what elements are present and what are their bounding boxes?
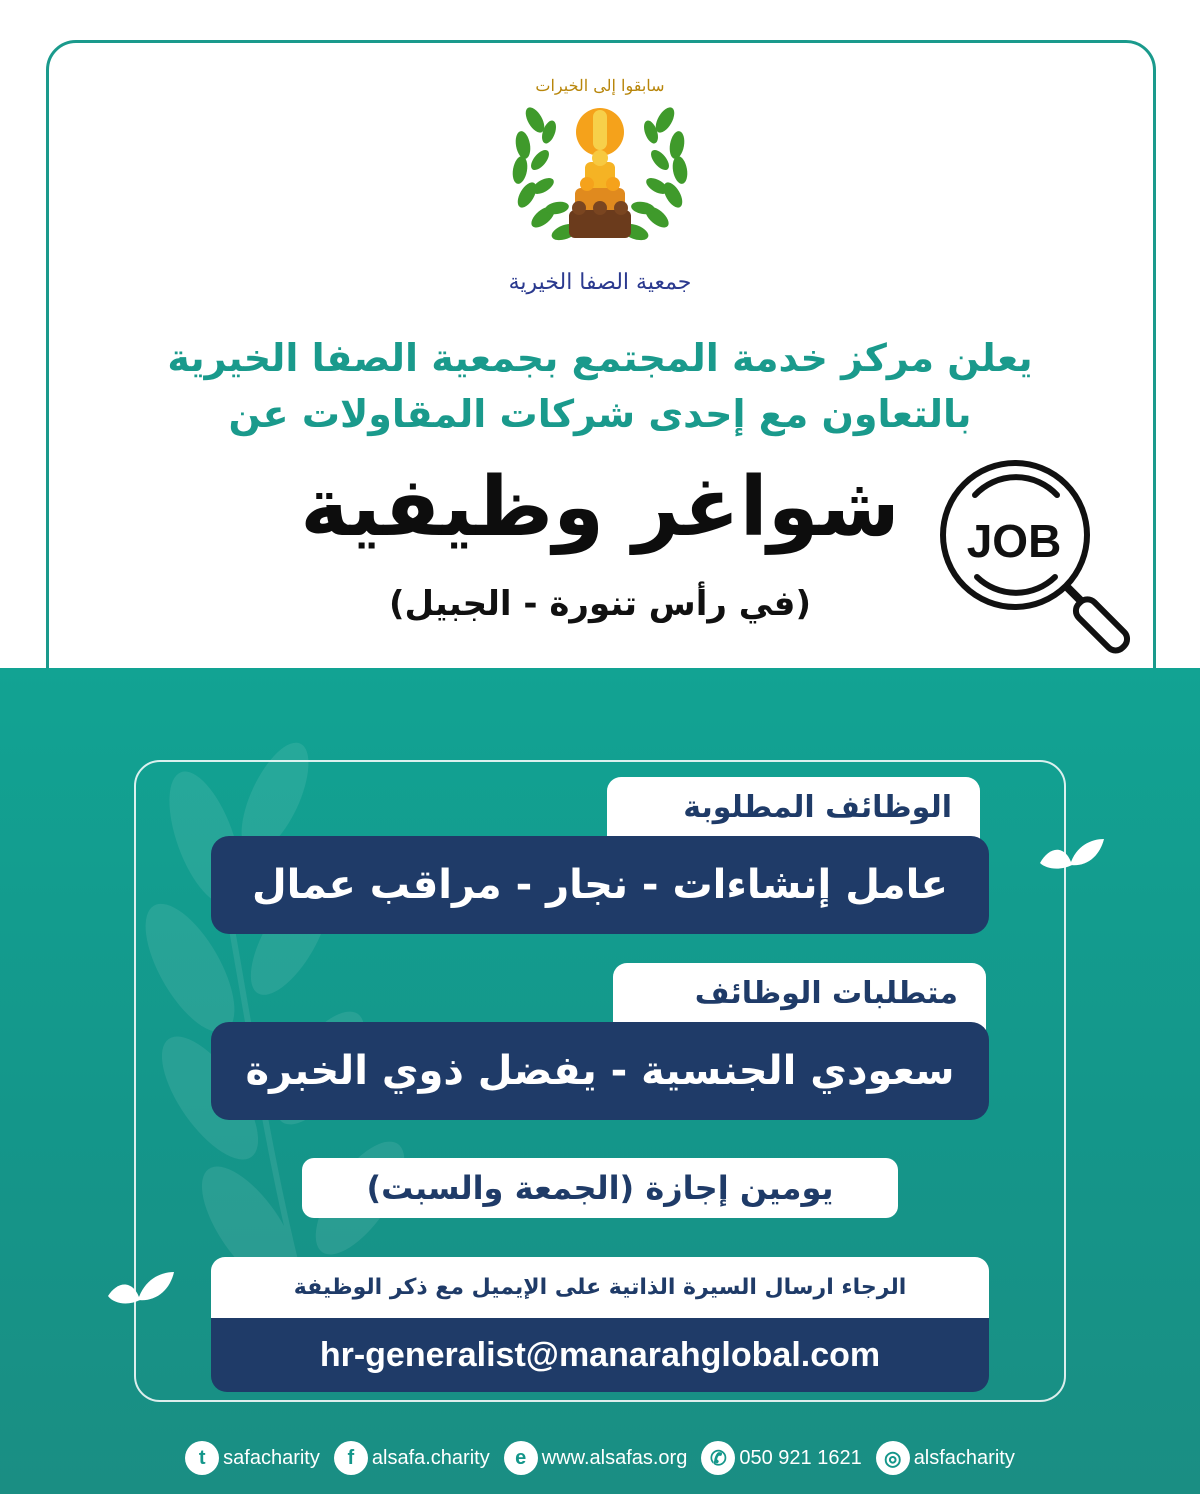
logo-org-name: جمعية الصفا الخيرية <box>508 270 692 295</box>
apply-instructions: الرجاء ارسال السيرة الذاتية على الإيميل مع ذكر الوظيفة <box>211 1257 989 1325</box>
instagram-handle: alsfacharity <box>913 1446 1015 1469</box>
leaf-icon <box>1036 835 1106 875</box>
facebook-handle: alsafa.charity <box>371 1446 490 1469</box>
requirements-text: سعودي الجنسية - يفضل ذوي الخبرة <box>211 1022 989 1120</box>
days-off-badge: يومين إجازة (الجمعة والسبت) <box>302 1158 898 1218</box>
charity-logo <box>495 70 705 305</box>
whatsapp-icon: ✆ <box>701 1441 735 1475</box>
intro-line-2: بالتعاون مع إحدى شركات المقاولات عن <box>228 392 972 436</box>
location-subtitle: (في رأس تنورة - الجبيل) <box>389 584 811 624</box>
social-footer <box>160 1436 1040 1480</box>
requirements-heading: متطلبات الوظائف <box>613 963 986 1043</box>
facebook-icon: f <box>334 1441 368 1475</box>
website-url: www.alsafas.org <box>541 1446 688 1469</box>
globe-icon: e <box>504 1441 538 1475</box>
whatsapp-link[interactable] <box>701 1441 861 1475</box>
leaf-icon <box>106 1268 176 1310</box>
job-icon-label: JOB <box>966 515 1062 567</box>
jobs-heading: الوظائف المطلوبة <box>607 777 980 857</box>
twitter-handle: safacharity <box>223 1446 320 1469</box>
intro-line-1: يعلن مركز خدمة المجتمع بجمعية الصفا الخيرية <box>167 336 1033 380</box>
logo-emblem-icon <box>495 70 705 270</box>
page-title: شواغر وظيفية <box>300 460 900 555</box>
twitter-link[interactable] <box>185 1441 320 1475</box>
logo-motto: سابقوا إلى الخيرات <box>535 76 665 95</box>
facebook-link[interactable] <box>334 1441 490 1475</box>
instagram-icon: ◎ <box>876 1441 910 1475</box>
instagram-link[interactable] <box>876 1441 1015 1475</box>
twitter-icon: t <box>185 1441 219 1475</box>
website-link[interactable] <box>504 1441 688 1475</box>
whatsapp-number: 050 921 1621 <box>739 1446 862 1469</box>
jobs-list: عامل إنشاءات - نجار - مراقب عمال <box>211 836 989 934</box>
apply-email-link[interactable]: hr-generalist@manarahglobal.com <box>211 1318 989 1392</box>
